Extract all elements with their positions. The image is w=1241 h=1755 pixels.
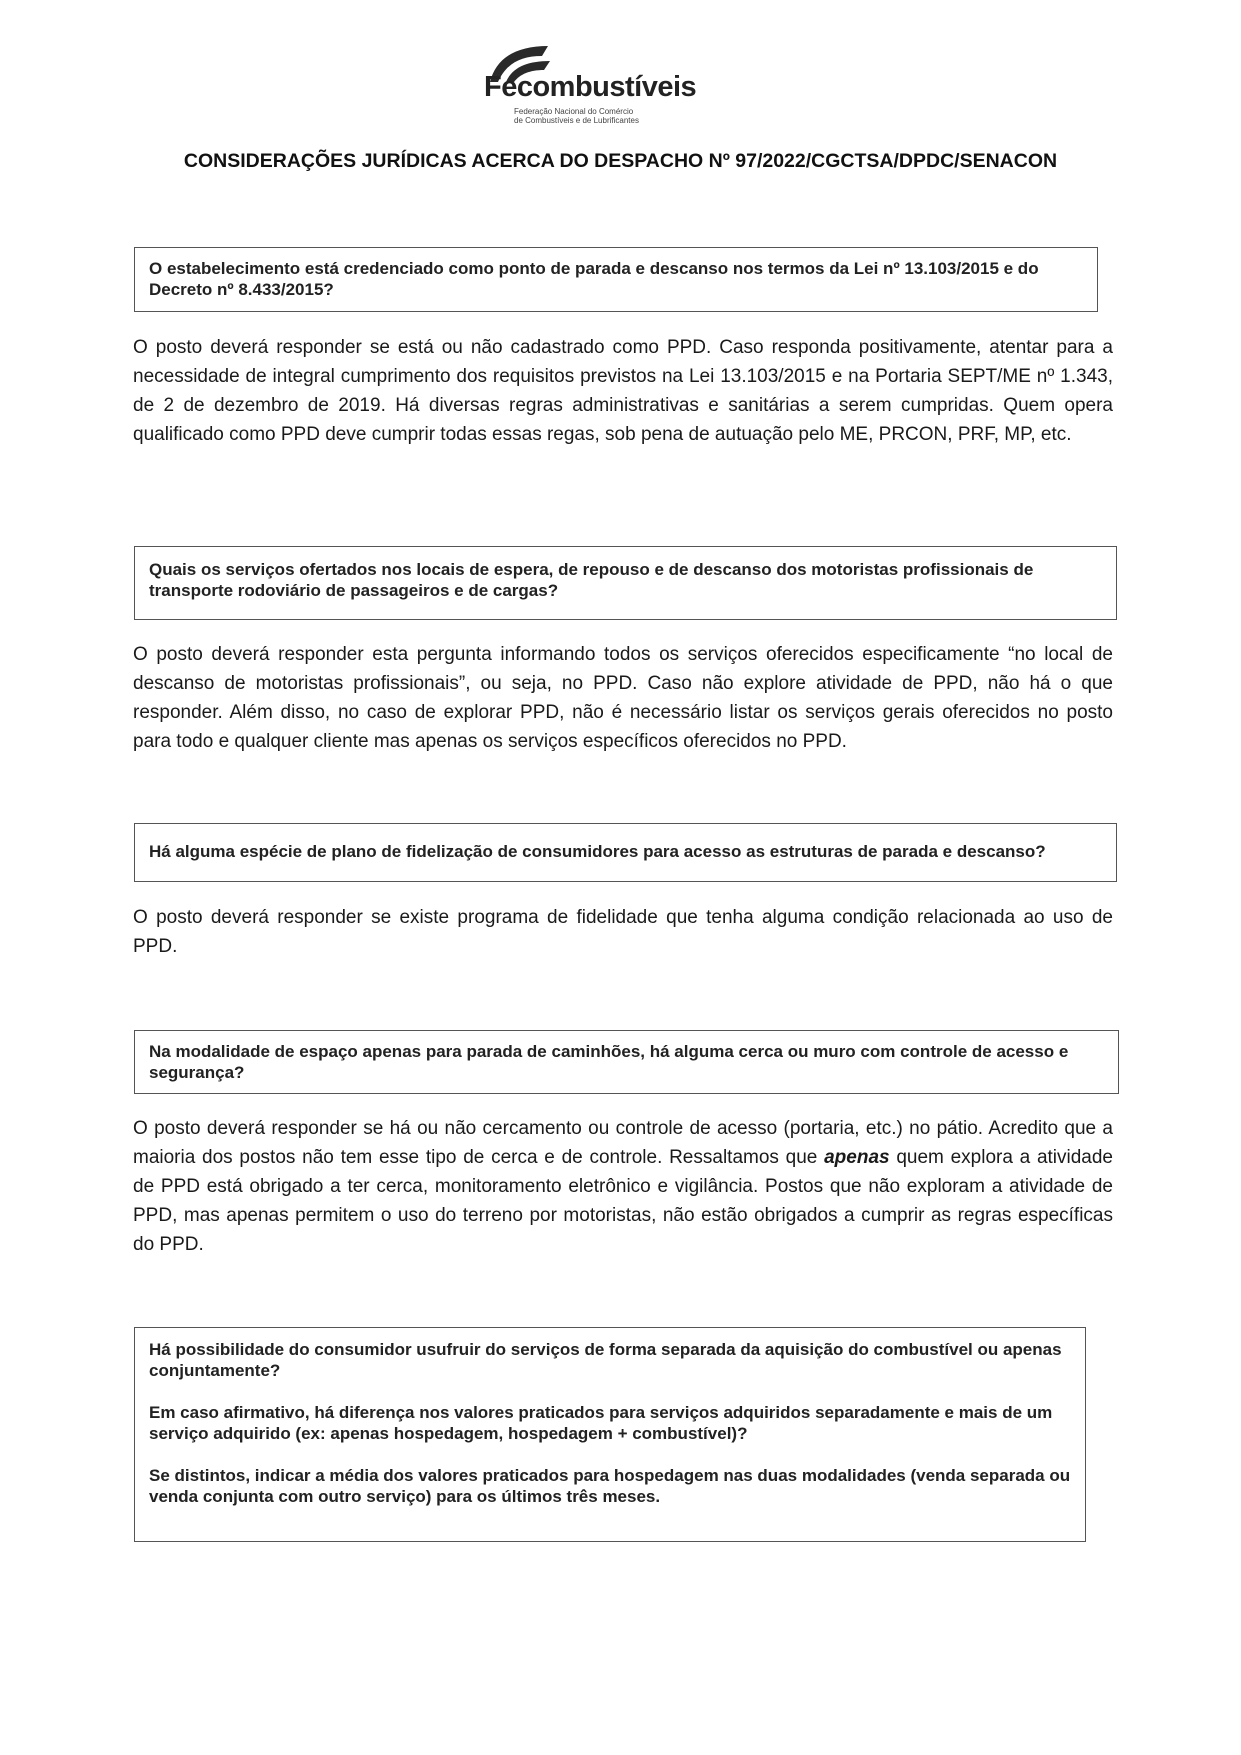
question-box <box>134 1327 1086 1542</box>
document-title: CONSIDERAÇÕES JURÍDICAS ACERCA DO DESPACHO Nº 97/2022/CGCTSA/DPDC/SENACON <box>183 150 1058 172</box>
fecombustiveis-logo <box>470 44 710 126</box>
answer-paragraph: O posto deverá responder se está ou não cadastrado como PPD. Caso responda positivamente, atentar para a necessidade de integral cumprimento dos requisitos previstos na Lei 13.103/2015 e na Portaria SEPT/ME nº 1.343, de 2 de dezembro de 2019. Há diversas regras administrativas e sanitárias a serem cumpridas. Quem opera qualificado como PPD deve cumprir todas essas regas, sob pena de autuação pelo ME, PRCON, PRF, MP, etc. <box>133 337 1113 445</box>
question-box <box>134 247 1098 312</box>
question-text: Se distintos, indicar a média dos valores praticados para hospedagem nas duas modalidades (venda separada ou venda conjunta com outro serviço) para os últimos três meses. <box>149 1466 1071 1506</box>
logo-name: Fecombustíveis <box>484 71 697 103</box>
question-text: Há alguma espécie de plano de fidelização de consumidores para acesso as estruturas de parada e descanso? <box>149 842 1046 861</box>
answer-text: O posto deverá responder se há ou não cercamento ou controle de acesso (portaria, etc.) no pátio. Acredito que a maioria dos postos não tem esse tipo de cerca e de controle. Ressaltamos que <box>133 1118 1113 1168</box>
question-text: Quais os serviços ofertados nos locais de espera, de repouso e de descanso dos motoristas profissionais de transporte rodoviário de passageiros e de cargas? <box>149 560 1034 600</box>
answer-paragraph <box>133 1114 1113 1259</box>
question-box <box>134 823 1117 882</box>
question-box <box>134 546 1117 620</box>
answer-paragraph: O posto deverá responder se existe programa de fidelidade que tenha alguma condição relacionada ao uso de PPD. <box>133 907 1113 957</box>
logo-subtitle: de Combustíveis e de Lubrificantes <box>514 116 639 125</box>
question-text: O estabelecimento está credenciado como ponto de parada e descanso nos termos da Lei nº 13.103/2015 e do Decreto nº 8.433/2015? <box>149 259 1039 299</box>
answer-text: quem explora a atividade de PPD está obrigado a ter cerca, monitoramento eletrônico e vigilância. Postos que não exploram a atividade de PPD, mas apenas permitem o uso do terreno por motoristas, não estão obrigados a cumprir as regras específicas do PPD. <box>133 1147 1113 1255</box>
question-text: Há possibilidade do consumidor usufruir do serviços de forma separada da aquisição do combustível ou apenas conjuntamente? <box>149 1340 1062 1380</box>
logo-subtitle: Federação Nacional do Comércio <box>514 107 634 116</box>
question-text: Na modalidade de espaço apenas para parada de caminhões, há alguma cerca ou muro com controle de acesso e segurança? <box>149 1042 1069 1082</box>
question-text: Em caso afirmativo, há diferença nos valores praticados para serviços adquiridos separadamente e mais de um serviço adquirido (ex: apenas hospedagem, hospedagem + combustível)? <box>149 1403 1053 1443</box>
answer-paragraph: O posto deverá responder esta pergunta informando todos os serviços oferecidos especificamente “no local de descanso de motoristas profissionais”, ou seja, no PPD. Caso não explore atividade de PPD, não há o que responder. Além disso, no caso de explorar PPD, não é necessário listar os serviços gerais oferecidos no posto para todo e qualquer cliente mas apenas os serviços específicos oferecidos no PPD. <box>133 644 1113 752</box>
question-box <box>134 1030 1119 1094</box>
answer-emphasis: apenas <box>824 1147 890 1168</box>
